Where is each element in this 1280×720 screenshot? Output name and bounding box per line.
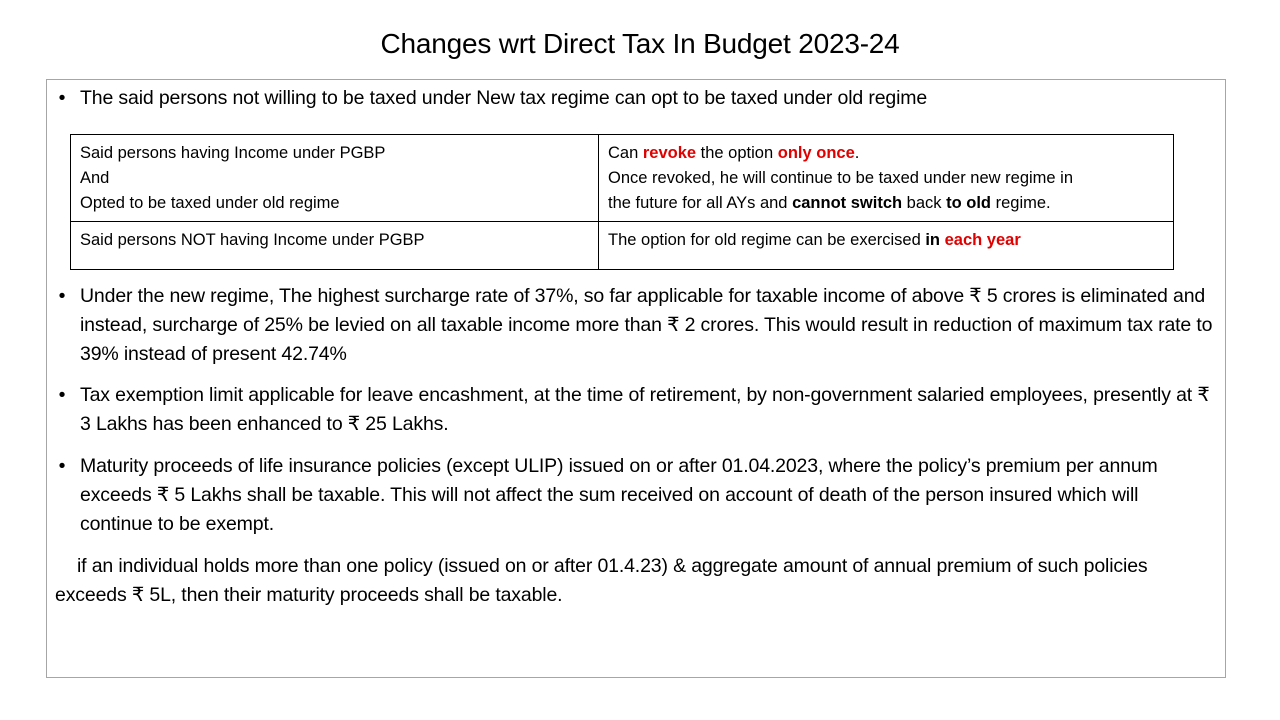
bullet-text: Tax exemption limit applicable for leave encashment, at the time of retirement, by non-government salaried employees, presently at ₹ 3 Lakhs has been enhanced to ₹ 25 Lakhs. [80,384,1210,435]
cell-line [608,141,1164,166]
highlight-each-year: each year [944,231,1021,249]
cell-text: . [854,144,860,162]
cell-line: And [80,169,110,187]
table-cell-each-year [599,222,1174,270]
highlight-only-once: only once [777,144,855,162]
bullet-marker: • [58,384,66,406]
bullet-item-life-insurance [55,452,1215,539]
bullet-item-leave-encashment [55,381,1215,439]
slide-title: Changes wrt Direct Tax In Budget 2023-24 [380,28,900,59]
content-box [46,79,1226,678]
highlight-revoke: revoke [642,144,697,162]
cell-line: Opted to be taxed under old regime [80,194,340,212]
cell-text: regime. [991,194,1051,212]
cell-text: the option [696,144,778,162]
cell-text: Can [608,144,643,162]
multiple-policy-paragraph: if an individual holds more than one policy (issued on or after 01.4.23) & aggregate amount of annual premium of such policies exceeds ₹ 5L, then their maturity proceeds shall be taxable. [55,555,1148,606]
bullet-marker: • [58,87,66,109]
cell-line: Once revoked, he will continue to be taxed under new regime in [608,169,1074,187]
table-cell-pgbp-income [71,135,599,222]
table-row [71,135,1174,222]
bullet-text: Maturity proceeds of life insurance policies (except ULIP) issued on or after 01.04.2023, where the policy’s premium per annum exceeds ₹ 5 Lakhs shall be taxable. This will not affect the sum received on account of death of the person insured which will continue to be exempt. [80,455,1158,535]
cell-line [608,191,1164,216]
cell-line: Said persons NOT having Income under PGBP [80,231,425,249]
bullet-text: The said persons not willing to be taxed under New tax regime can opt to be taxed under old regime [80,87,928,109]
cell-text: back [902,194,947,212]
cell-text: The option for old regime can be exercised [608,231,926,249]
bullet-item-old-regime-option [55,84,1215,113]
table-cell-no-pgbp-income [71,222,599,270]
bold-in: in [925,231,945,249]
bullet-item-surcharge [55,282,1215,369]
regime-options-table [70,134,1174,270]
bold-cannot-switch: cannot switch [792,194,903,212]
cell-text: the future for all AYs and [608,194,793,212]
bold-to-old: to old [946,194,992,212]
table-cell-revoke-once [599,135,1174,222]
bullet-marker: • [58,455,66,477]
cell-line: Said persons having Income under PGBP [80,144,386,162]
bullet-text: Under the new regime, The highest surcharge rate of 37%, so far applicable for taxable income of above ₹ 5 crores is eliminated and instead, surcharge of 25% be levied on all taxable income more than ₹ 2 crores. This would result in reduction of maximum tax rate to 39% instead of present 42.74% [80,285,1213,365]
table-row [71,222,1174,270]
bullet-marker: • [58,285,66,307]
cell-line [608,228,1164,253]
